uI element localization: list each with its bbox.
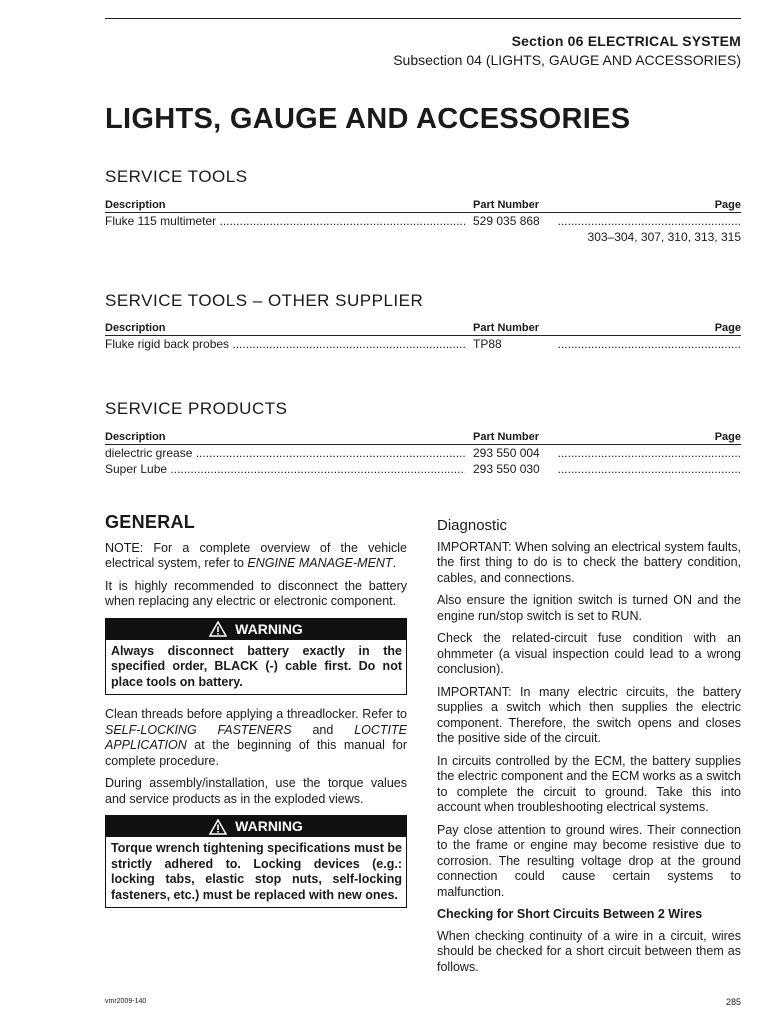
col-page: Page bbox=[714, 199, 741, 211]
warning-header bbox=[106, 619, 406, 640]
general-heading: GENERAL bbox=[105, 512, 196, 532]
table-header bbox=[105, 321, 741, 336]
service-tools-table bbox=[105, 198, 741, 247]
warning-text: Always disconnect battery exactly in the specified order, BLACK (-) cable first. Do not place tools on battery. bbox=[111, 643, 402, 689]
footer-code: vmr2009-140 bbox=[105, 998, 147, 1005]
header-rule bbox=[105, 18, 741, 19]
ground-paragraph: Pay close attention to ground wires. Their connection to the frame or engine may become resistive due to corrosion. The resulting voltage drop at the ground connection could cause certain systems to malfunction. bbox=[437, 822, 741, 899]
short-circuit-subheading: Checking for Short Circuits Between 2 Wires bbox=[437, 907, 703, 921]
important-text: When solving an electrical system faults, the first thing to do is to check the battery condition, cables, and connections. bbox=[437, 539, 741, 585]
service-tools-other-table bbox=[105, 321, 741, 352]
row-description: Super Lube ..... bbox=[105, 462, 465, 476]
important-label: IMPORTANT: bbox=[437, 539, 512, 554]
important-label: IMPORTANT: bbox=[437, 684, 512, 699]
important-paragraph bbox=[437, 685, 741, 747]
diagnostic-heading: Diagnostic bbox=[437, 517, 508, 534]
table-header bbox=[105, 430, 741, 445]
torque-paragraph: During assembly/installation, use the torque values and service products as in the exploded views. bbox=[105, 776, 407, 806]
and-text: and bbox=[312, 722, 334, 737]
important-paragraph bbox=[437, 540, 741, 587]
table-row bbox=[105, 213, 741, 247]
warning-label: WARNING bbox=[235, 818, 303, 834]
col-part-number: Part Number bbox=[473, 199, 540, 211]
service-products-table bbox=[105, 430, 741, 477]
page-title: LIGHTS, GAUGE AND ACCESSORIES bbox=[105, 103, 631, 135]
loctite-reference: LOCTITE APPLICATION bbox=[105, 722, 407, 752]
service-tools-title: SERVICE TOOLS bbox=[105, 167, 248, 186]
threadlocker-paragraph bbox=[105, 707, 407, 769]
note-reference: ENGINE MANAGE-MENT bbox=[247, 556, 393, 570]
fasteners-reference: SELF-LOCKING FASTENERS bbox=[105, 722, 292, 737]
row-part-number: 529 035 868 bbox=[473, 214, 540, 228]
row-page bbox=[557, 337, 741, 351]
disconnect-paragraph: It is highly recommended to disconnect the battery when replacing any electric or electronic component. bbox=[105, 578, 407, 608]
service-products-title: SERVICE PRODUCTS bbox=[105, 399, 288, 418]
col-part-number: Part Number bbox=[473, 431, 540, 443]
continuity-paragraph: When checking continuity of a wire in a circuit, wires should be checked for a short circuit between them as follows. bbox=[437, 928, 741, 974]
warning-box bbox=[105, 815, 407, 908]
warning-triangle-icon bbox=[209, 621, 227, 637]
row-description: Fluke rigid back probes ..... bbox=[105, 337, 465, 351]
page-number: 285 bbox=[725, 997, 741, 1007]
table-row bbox=[105, 461, 741, 477]
section-heading: Section 06 ELECTRICAL SYSTEM bbox=[511, 33, 741, 49]
col-page: Page bbox=[714, 322, 741, 334]
warning-triangle-icon bbox=[209, 819, 227, 835]
warning-header bbox=[106, 816, 406, 837]
note-paragraph bbox=[105, 541, 407, 572]
service-tools-other-title: SERVICE TOOLS – OTHER SUPPLIER bbox=[105, 291, 424, 310]
table-row bbox=[105, 336, 741, 352]
table-header bbox=[105, 198, 741, 213]
important-text: In many electric circuits, the battery supplies a switch which then supplies the electric component. Therefore, the switch opens and closes the positive side of the circuit. bbox=[437, 684, 741, 745]
row-description: Fluke 115 multimeter ..... bbox=[105, 214, 465, 228]
ignition-paragraph: Also ensure the ignition switch is turned ON and the engine run/stop switch is set to RUN. bbox=[437, 593, 741, 623]
ecm-paragraph: In circuits controlled by the ECM, the battery supplies the electric component and the ECM works as a switch to complete the circuit to ground. Take this into account when troubleshooting electrical systems. bbox=[437, 753, 741, 814]
col-description: Description bbox=[105, 322, 166, 334]
threadlocker-end: at the beginning of this manual for complete procedure. bbox=[105, 738, 407, 768]
threadlocker-text: Clean threads before applying a threadlocker. Refer to bbox=[105, 707, 407, 721]
row-part-number: TP88 bbox=[473, 337, 502, 351]
table-row bbox=[105, 445, 741, 461]
col-part-number: Part Number bbox=[473, 322, 540, 334]
row-page-cont: 303–304, 307, 310, 313, 315 bbox=[587, 230, 741, 244]
diagnostic-column bbox=[437, 518, 741, 982]
subsection-heading: Subsection 04 (LIGHTS, GAUGE AND ACCESSORIES) bbox=[393, 52, 741, 68]
general-column bbox=[105, 512, 407, 920]
warning-box bbox=[105, 618, 407, 696]
row-part-number: 293 550 004 bbox=[473, 446, 540, 460]
col-description: Description bbox=[105, 431, 166, 443]
note-end: . bbox=[392, 556, 397, 570]
row-page bbox=[557, 462, 741, 476]
note-label: NOTE: bbox=[105, 540, 144, 555]
warning-text: Torque wrench tightening specifications must be strictly adhered to. Locking devices (e.g.: locking tabs, elastic stop nuts, self-locking fasteners, etc.) must be replaced with new ones. bbox=[111, 841, 402, 902]
fuse-paragraph: Check the related-circuit fuse condition with an ohmmeter (a visual inspection could lead to a wrong conclusion). bbox=[437, 631, 741, 676]
note-text: For a complete overview of the vehicle electrical system, refer to bbox=[105, 540, 407, 570]
warning-label: WARNING bbox=[235, 620, 303, 637]
col-description: Description bbox=[105, 199, 166, 211]
row-description: dielectric grease ..... bbox=[105, 446, 465, 460]
row-page bbox=[557, 214, 741, 228]
row-part-number: 293 550 030 bbox=[473, 462, 540, 476]
row-page bbox=[557, 446, 741, 460]
col-page: Page bbox=[714, 431, 741, 443]
